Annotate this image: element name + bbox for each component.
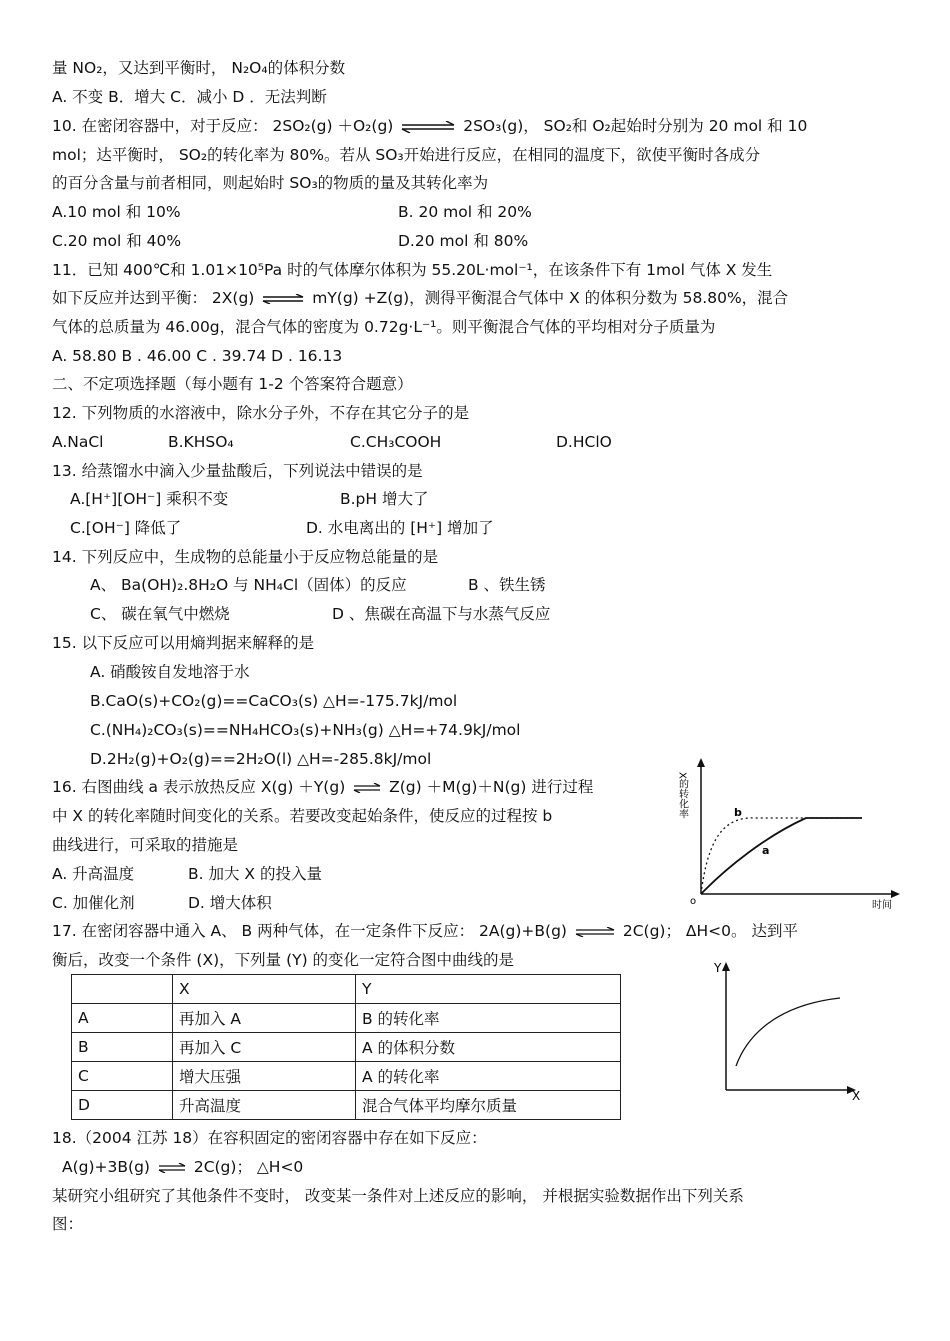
graph16-label-a: a: [762, 844, 770, 857]
equilibrium-arrow-icon: [352, 783, 382, 793]
q11-text-b1: 如下反应并达到平衡： 2X(g): [52, 289, 255, 307]
q16-line-1: [52, 777, 593, 797]
q11-line-2: [52, 288, 788, 308]
q14-option-d: D 、焦碳在高温下与水蒸气反应: [332, 605, 551, 623]
graph17-xlabel: X: [852, 1089, 861, 1103]
q12-stem: 12. 下列物质的水溶液中，除水分子外，不存在其它分子的是: [52, 404, 470, 422]
table-row: [72, 1091, 621, 1120]
q10-option-c: C.20 mol 和 40%: [52, 232, 182, 250]
q17-line-2: 衡后，改变一个条件 (X)，下列量 (Y) 的变化一定符合图中曲线的是: [52, 951, 515, 969]
q16-option-a: A. 升高温度: [52, 865, 135, 883]
q18-line-4: 图：: [52, 1215, 84, 1233]
equilibrium-arrow-icon: [400, 121, 456, 133]
table-row: [72, 1062, 621, 1091]
curve-a: [701, 818, 862, 894]
q10-line-1: [52, 116, 807, 136]
q16-conversion-graph: [676, 758, 902, 910]
q14-option-a: A、 Ba(OH)₂.8H₂O 与 NH₄Cl（固体）的反应: [90, 576, 407, 594]
table-cell: A: [72, 1004, 173, 1033]
q17-table: [71, 974, 621, 1120]
q13-option-a: A.[H⁺][OH⁻] 乘积不变: [70, 490, 229, 508]
q13-stem: 13. 给蒸馏水中滴入少量盐酸后，下列说法中错误的是: [52, 462, 423, 480]
curve-b: [701, 818, 862, 894]
q10-line-3: 的百分含量与前者相同，则起始时 SO₃的物质的量及其转化率为: [52, 174, 489, 192]
q11-options: A. 58.80 B . 46.00 C . 39.74 D . 16.13: [52, 347, 343, 365]
q17-xy-graph: [712, 958, 868, 1106]
q13-option-c: C.[OH⁻] 降低了: [70, 519, 182, 537]
table-cell: X: [173, 975, 356, 1004]
q11-line-1: 11．已知 400℃和 1.01×10⁵Pa 时的气体摩尔体积为 55.20L·mol⁻¹，在该条件下有 1mol 气体 X 发生: [52, 261, 773, 279]
q15-option-c: C.(NH₄)₂CO₃(s)==NH₄HCO₃(s)+NH₃(g) △H=+74.9kJ/mol: [90, 721, 521, 739]
q11-line-3: 气体的总质量为 46.00g，混合气体的密度为 0.72g·L⁻¹。则平衡混合气体的平均相对分子质量为: [52, 318, 716, 336]
q16-option-d: D. 增大体积: [188, 894, 272, 912]
q15-option-d: D.2H₂(g)+O₂(g)==2H₂O(l) △H=-285.8kJ/mol: [90, 750, 432, 768]
table-cell: A 的体积分数: [356, 1033, 621, 1062]
q13-option-b: B.pH 增大了: [340, 490, 429, 508]
equilibrium-arrow-icon: [157, 1163, 187, 1173]
table-cell: [72, 975, 173, 1004]
equilibrium-arrow-icon: [261, 294, 305, 304]
q15-option-a: A. 硝酸铵自发地溶于水: [90, 663, 250, 681]
graph16-label-b: b: [734, 806, 742, 819]
q12-option-b: B.KHSO₄: [168, 433, 234, 451]
q10-option-a: A.10 mol 和 10%: [52, 203, 181, 221]
q13-option-d: D. 水电离出的 [H⁺] 增加了: [306, 519, 494, 537]
q10-text-a: 10. 在密闭容器中，对于反应： 2SO₂(g) ＋O₂(g): [52, 117, 394, 135]
q15-option-b: B.CaO(s)+CO₂(g)==CaCO₃(s) △H=-175.7kJ/mol: [90, 692, 458, 710]
graph16-xlabel: 时间: [872, 900, 892, 910]
q18-line-3: 某研究小组研究了其他条件不变时， 改变某一条件对上述反应的影响， 并根据实验数据作出下列关系: [52, 1187, 744, 1205]
line-q9-tail: 量 NO₂，又达到平衡时， N₂O₄的体积分数: [52, 59, 346, 77]
q16-option-c: C. 加催化剂: [52, 894, 135, 912]
q10-option-b: B. 20 mol 和 20%: [398, 203, 532, 221]
table-cell: 再加入 A: [173, 1004, 356, 1033]
table-cell: A 的转化率: [356, 1062, 621, 1091]
q16-line-3: 曲线进行，可采取的措施是: [52, 836, 239, 854]
q11-text-b2: mY(g) +Z(g)，测得平衡混合气体中 X 的体积分数为 58.80%，混合: [312, 289, 789, 307]
q10-option-d: D.20 mol 和 80%: [398, 232, 529, 250]
table-cell: C: [72, 1062, 173, 1091]
section-2-heading: 二、不定项选择题（每小题有 1-2 个答案符合题意）: [52, 375, 413, 393]
q12-option-c: C.CH₃COOH: [350, 433, 442, 451]
q12-option-d: D.HClO: [556, 433, 612, 451]
q9-options: A. 不变 B．增大 C．减小 D ．无法判断: [52, 88, 327, 106]
q18-text-b1: A(g)+3B(g): [62, 1158, 150, 1176]
table-cell: 混合气体平均摩尔质量: [356, 1091, 621, 1120]
equilibrium-arrow-icon: [574, 927, 616, 937]
table-cell: 再加入 C: [173, 1033, 356, 1062]
q14-option-c: C、 碳在氧气中燃烧: [90, 605, 230, 623]
q18-line-2: [62, 1157, 303, 1177]
q16-option-b: B. 加大 X 的投入量: [188, 865, 322, 883]
table-row: [72, 1004, 621, 1033]
graph17-ylabel: Y: [714, 961, 722, 975]
table-cell: B 的转化率: [356, 1004, 621, 1033]
q10-text-b: 2SO₃(g)， SO₂和 O₂起始时分别为 20 mol 和 10: [463, 117, 808, 135]
q10-line-2: mol；达平衡时， SO₂的转化率为 80%。若从 SO₃开始进行反应，在相同的温度下，欲使平衡时各成分: [52, 146, 761, 164]
q17-text-a1: 17. 在密闭容器中通入 A、 B 两种气体，在一定条件下反应： 2A(g)+B(g): [52, 922, 567, 940]
q17-text-a2: 2C(g)； ΔH<0。 达到平: [622, 922, 798, 940]
table-row: [72, 1033, 621, 1062]
q16-line-2: 中 X 的转化率随时间变化的关系。若要改变起始条件，使反应的过程按 b: [52, 807, 553, 825]
q15-stem: 15. 以下反应可以用熵判据来解释的是: [52, 634, 315, 652]
graph16-origin: o: [690, 896, 697, 907]
graph17-curve: [736, 998, 840, 1066]
q16-text-a2: Z(g) ＋M(g)＋N(g) 进行过程: [389, 778, 594, 796]
table-cell: D: [72, 1091, 173, 1120]
graph16-ylabel: X的转化率: [676, 772, 688, 819]
table-header-row: [72, 975, 621, 1004]
q14-option-b: B 、铁生锈: [468, 576, 546, 594]
table-cell: Y: [356, 975, 621, 1004]
q12-option-a: A.NaCl: [52, 433, 104, 451]
q14-stem: 14. 下列反应中，生成物的总能量小于反应物总能量的是: [52, 548, 439, 566]
table-cell: 升高温度: [173, 1091, 356, 1120]
table-cell: B: [72, 1033, 173, 1062]
q17-line-1: [52, 921, 798, 941]
q18-text-b2: 2C(g)； △H<0: [193, 1158, 304, 1176]
q16-text-a1: 16. 右图曲线 a 表示放热反应 X(g) ＋Y(g): [52, 778, 346, 796]
table-cell: 增大压强: [173, 1062, 356, 1091]
q18-line-1: 18.（2004 江苏 18）在容积固定的密闭容器中存在如下反应：: [52, 1129, 487, 1147]
